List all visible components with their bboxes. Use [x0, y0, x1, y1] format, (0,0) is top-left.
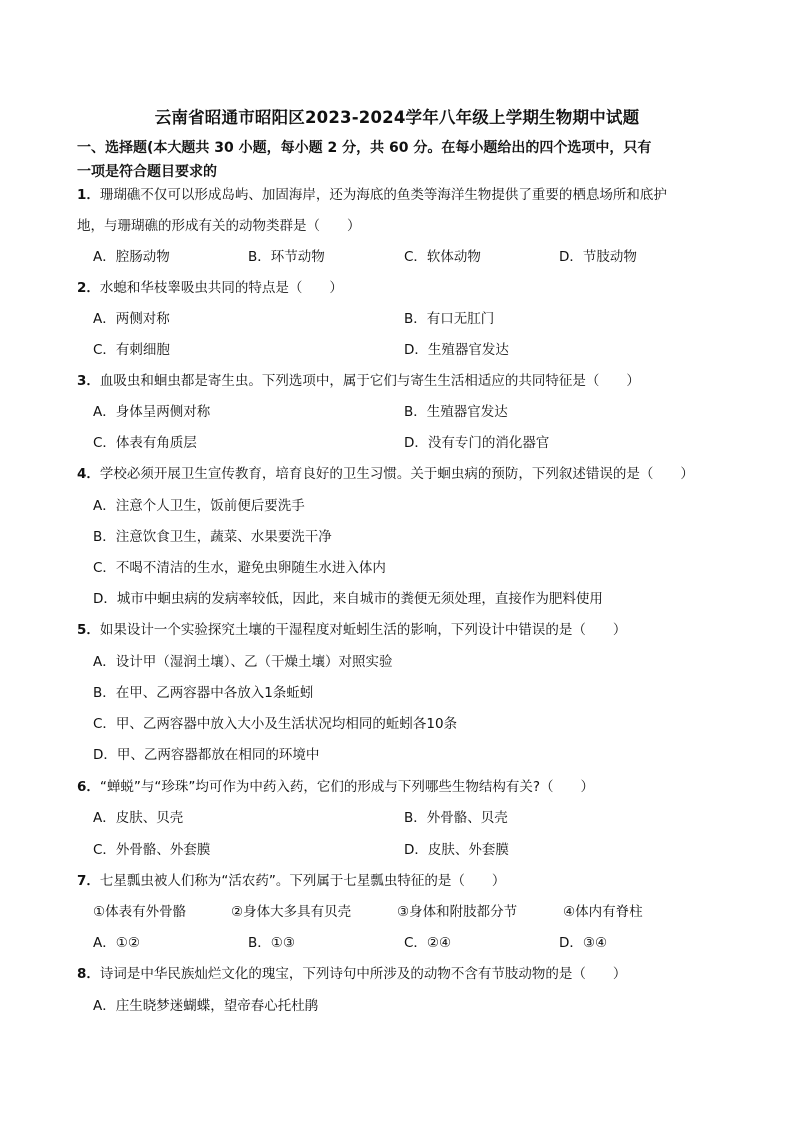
page-title: 云南省昭通市昭阳区2023-2024学年八年级上学期生物期中试题 [154, 108, 640, 127]
option-c: C．②④ [404, 935, 452, 951]
option-d: D．甲、乙两容器都放在相同的环境中 [93, 747, 320, 763]
question-number: 2 [77, 280, 87, 296]
option-a: A．皮肤、贝壳 [93, 810, 184, 826]
question-number: 1 [77, 187, 87, 203]
question-number: 4 [77, 466, 87, 482]
option-d: D．皮肤、外套膜 [404, 842, 509, 858]
question-3: 3．血吸虫和蛔虫都是寄生虫。下列选项中，属于它们与寄生生活相适应的共同特征是（ ） [77, 373, 640, 389]
question-7: 7．七星瓢虫被人们称为“活农药”。下列属于七星瓢虫特征的是（ ） [77, 873, 506, 889]
question-6: 6．“蝉蜕”与“珍珠”均可作为中药入药，它们的形成与下列哪些生物结构有关?（ ） [77, 779, 595, 795]
option-b: B．外骨骼、贝壳 [404, 810, 508, 826]
option-d: D．节肢动物 [559, 249, 637, 265]
question-2: 2．水螅和华枝睾吸虫共同的特点是（ ） [77, 280, 343, 296]
question-5: 5．如果设计一个实验探究土壤的干湿程度对蚯蚓生活的影响，下列设计中错误的是（ ） [77, 622, 627, 638]
question-text: 学校必须开展卫生宣传教育，培育良好的卫生习惯。关于蛔虫病的预防，下列叙述错误的是（ ） [99, 466, 694, 482]
statement-2: ②身体大多具有贝壳 [231, 904, 352, 920]
question-text: 如果设计一个实验探究土壤的干湿程度对蚯蚓生活的影响，下列设计中错误的是（ ） [99, 622, 627, 638]
question-1-continuation: 地，与珊瑚礁的形成有关的动物类群是（ ） [77, 218, 361, 234]
option-b: B．环节动物 [248, 249, 325, 265]
option-a: A．设计甲（湿润土壤）、乙（干燥土壤）对照实验 [93, 654, 393, 670]
option-c: C．软体动物 [404, 249, 481, 265]
option-a: A．腔肠动物 [93, 249, 170, 265]
question-number: 6 [77, 779, 87, 795]
option-a: A．注意个人卫生，饭前便后要洗手 [93, 498, 305, 514]
option-b: B．在甲、乙两容器中各放入1条蚯蚓 [93, 685, 314, 701]
option-d: D．没有专门的消化器官 [404, 435, 550, 451]
option-b: B．①③ [248, 935, 295, 951]
section-heading-line-1: 一、选择题(本大题共 30 小题，每小题 2 分，共 60 分。在每小题给出的四个选项中，只有 [77, 140, 652, 156]
question-text: 珊瑚礁不仅可以形成岛屿、加固海岸，还为海底的鱼类等海洋生物提供了重要的栖息场所和底护 [99, 187, 667, 203]
question-4: 4．学校必须开展卫生宣传教育，培育良好的卫生习惯。关于蛔虫病的预防，下列叙述错误的是（ ） [77, 466, 694, 482]
question-text: 诗词是中华民族灿烂文化的瑰宝，下列诗句中所涉及的动物不含有节肢动物的是（ ） [99, 966, 627, 982]
option-d: D．③④ [559, 935, 608, 951]
option-d: D．城市中蛔虫病的发病率较低，因此，来自城市的粪便无须处理，直接作为肥料使用 [93, 591, 603, 607]
option-c: C．外骨骼、外套膜 [93, 842, 211, 858]
statement-1: ①体表有外骨骼 [93, 904, 187, 920]
question-number: 3 [77, 373, 87, 389]
statement-3: ③身体和附肢都分节 [397, 904, 518, 920]
question-8: 8．诗词是中华民族灿烂文化的瑰宝，下列诗句中所涉及的动物不含有节肢动物的是（ ） [77, 966, 627, 982]
question-text: 七星瓢虫被人们称为“活农药”。下列属于七星瓢虫特征的是（ ） [99, 873, 506, 889]
question-text: 血吸虫和蛔虫都是寄生虫。下列选项中，属于它们与寄生生活相适应的共同特征是（ ） [99, 373, 640, 389]
question-number: 7 [77, 873, 87, 889]
statement-4: ④体内有脊柱 [563, 904, 643, 920]
section-heading-line-2: 一项是符合题目要求的 [77, 164, 217, 180]
question-number: 8 [77, 966, 87, 982]
option-b: B．生殖器官发达 [404, 404, 508, 420]
option-a: A．两侧对称 [93, 311, 170, 327]
option-c: C．体表有角质层 [93, 435, 197, 451]
option-c: C．甲、乙两容器中放入大小及生活状况均相同的蚯蚓各10条 [93, 716, 458, 732]
option-a: A．身体呈两侧对称 [93, 404, 211, 420]
option-a: A．庄生晓梦迷蝴蝶，望帝春心托杜鹃 [93, 998, 319, 1014]
option-b: B．有口无肛门 [404, 311, 495, 327]
option-c: C．有刺细胞 [93, 342, 170, 358]
question-text: “蝉蜕”与“珍珠”均可作为中药入药，它们的形成与下列哪些生物结构有关?（ ） [99, 779, 595, 795]
question-text: 水螅和华枝睾吸虫共同的特点是（ ） [99, 280, 343, 296]
section-heading [77, 136, 727, 184]
question-1: 1．珊瑚礁不仅可以形成岛屿、加固海岸，还为海底的鱼类等海洋生物提供了重要的栖息场所和底护 [77, 187, 667, 203]
option-c: C．不喝不清洁的生水，避免虫卵随生水进入体内 [93, 560, 386, 576]
option-b: B．注意饮食卫生，蔬菜、水果要洗干净 [93, 529, 332, 545]
option-a: A．①② [93, 935, 140, 951]
question-number: 5 [77, 622, 87, 638]
option-d: D．生殖器官发达 [404, 342, 509, 358]
